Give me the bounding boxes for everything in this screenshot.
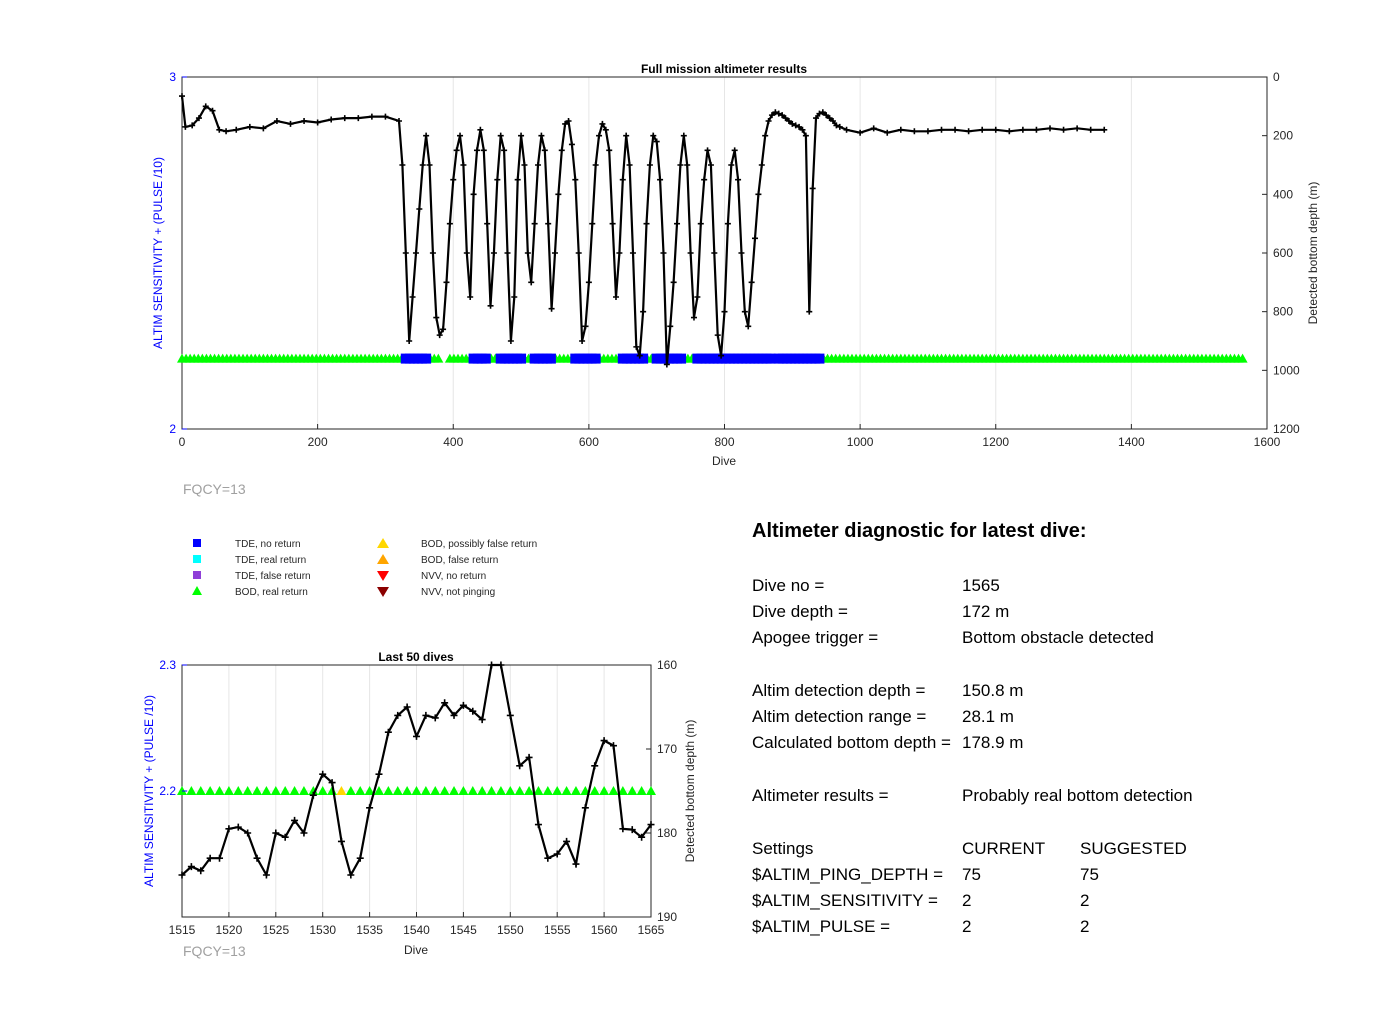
x-tick-label: 800 (714, 435, 735, 449)
depth-point (640, 309, 646, 315)
depth-point (544, 855, 551, 862)
right-tick-label: 170 (657, 742, 678, 756)
top-chart-symbols (177, 354, 1248, 364)
depth-point (993, 127, 999, 133)
altim-depth-value: 150.8 m (962, 681, 1024, 700)
depth-point (521, 162, 527, 168)
legend-tde-no-return: TDE, no return (235, 539, 301, 550)
left-tick-label: 2.3 (159, 658, 176, 672)
x-tick-label: 400 (443, 435, 464, 449)
calc-depth-label: Calculated bottom depth = (752, 733, 951, 752)
top-chart-depth-line (182, 96, 1104, 364)
depth-point (660, 250, 666, 256)
apogee-label: Apogee trigger = (752, 628, 879, 647)
depth-point (582, 804, 589, 811)
top-chart-right-ylabel: Detected bottom depth (m) (1306, 181, 1320, 325)
depth-point (589, 221, 595, 227)
pulse-label: $ALTIM_PULSE = (752, 917, 891, 936)
depth-point (272, 830, 279, 837)
right-tick-label: 800 (1273, 304, 1294, 319)
depth-point (1033, 127, 1039, 133)
depth-point (738, 250, 744, 256)
depth-point (477, 127, 483, 133)
depth-point (715, 332, 721, 338)
bottom-chart-left-ylabel: ALTIM SENSITIVITY + (PULSE /10) (142, 695, 156, 887)
depth-point (216, 127, 222, 133)
x-tick-label: 1200 (982, 435, 1010, 449)
dive-no-value: 1565 (962, 576, 1000, 595)
legend-nvv-not-pinging: NVV, not pinging (421, 587, 496, 598)
depth-point (382, 114, 388, 120)
legend-tde-false-return-marker (193, 571, 201, 579)
depth-point (579, 338, 585, 344)
depth-point (644, 221, 650, 227)
depth-point (542, 147, 548, 153)
depth-point (532, 221, 538, 227)
status-marker-tde-no-return (421, 354, 431, 364)
depth-point (474, 147, 480, 153)
depth-point (223, 128, 229, 134)
depth-point (616, 250, 622, 256)
depth-point (528, 279, 534, 285)
right-tick-label: 200 (1273, 128, 1294, 143)
depth-point (545, 221, 551, 227)
apogee-value: Bottom obstacle detected (962, 628, 1154, 647)
bottom-chart-right-ylabel: Detected bottom depth (m) (683, 719, 697, 863)
depth-point (711, 250, 717, 256)
status-marker-tde-no-return (481, 354, 491, 364)
depth-point (225, 825, 232, 832)
sensitivity-current: 2 (962, 891, 972, 910)
depth-point (1020, 127, 1026, 133)
top-chart-xlabel: Dive (711, 454, 737, 468)
depth-point (633, 344, 639, 350)
depth-point (759, 162, 765, 168)
x-tick-label: 1535 (356, 923, 383, 937)
depth-point (806, 309, 812, 315)
diag-row-settings-header (752, 836, 1372, 862)
right-tick-label: 0 (1273, 70, 1280, 84)
ping-depth-current: 75 (962, 865, 981, 884)
depth-point (1074, 125, 1080, 131)
right-tick-label: 1200 (1273, 422, 1300, 436)
depth-point (762, 133, 768, 139)
depth-point (749, 279, 755, 285)
depth-point (1101, 127, 1107, 133)
diag-row-pulse (752, 914, 1372, 940)
depth-point (694, 294, 700, 300)
legend-bod-false-marker (377, 554, 389, 564)
depth-point (420, 162, 426, 168)
x-tick-label: 1550 (496, 923, 524, 937)
status-marker-tde-no-return (591, 354, 601, 364)
pulse-current: 2 (962, 917, 972, 936)
depth-point (698, 221, 704, 227)
depth-point (623, 133, 629, 139)
depth-point (1088, 127, 1094, 133)
settings-label: Settings (752, 839, 814, 858)
depth-point (301, 118, 307, 124)
depth-point (572, 861, 579, 868)
depth-point (591, 762, 598, 769)
dive-depth-label: Dive depth = (752, 602, 848, 621)
x-tick-label: 600 (578, 435, 599, 449)
x-tick-label: 1515 (168, 923, 196, 937)
depth-point (507, 712, 514, 719)
depth-point (572, 177, 578, 183)
calc-depth-value: 178.9 m (962, 733, 1024, 752)
depth-point (423, 133, 429, 139)
diag-row-altim-range (752, 704, 1372, 730)
depth-point (630, 250, 636, 256)
legend-bod-real-return: BOD, real return (235, 587, 308, 598)
top-chart-left-ylabel: ALTIM SENSITIVITY + (PULSE /10) (151, 157, 165, 349)
depth-point (657, 177, 663, 183)
depth-point (582, 323, 588, 329)
right-tick-label: 600 (1273, 246, 1294, 260)
depth-point (722, 309, 728, 315)
diag-row-apogee (752, 625, 1372, 651)
depth-point (535, 162, 541, 168)
x-tick-label: 1555 (543, 923, 571, 937)
depth-point (705, 147, 711, 153)
depth-point (288, 121, 294, 127)
depth-point (315, 119, 321, 125)
depth-point (674, 221, 680, 227)
top-chart-right-ticks (1262, 70, 1300, 436)
depth-point (413, 250, 419, 256)
depth-point (457, 133, 463, 139)
diag-row-results (752, 783, 1372, 809)
depth-point (925, 128, 931, 134)
legend-bod-real-return-marker (192, 586, 202, 595)
depth-point (1047, 125, 1053, 131)
depth-point (619, 825, 626, 832)
depth-point (447, 221, 453, 227)
legend-tde-false-return: TDE, false return (235, 571, 311, 582)
right-tick-label: 180 (657, 826, 678, 840)
depth-point (552, 250, 558, 256)
legend-tde-no-return-marker (193, 539, 201, 547)
depth-point (742, 309, 748, 315)
depth-point (355, 115, 361, 121)
dive-depth-value: 172 m (962, 602, 1010, 621)
legend-nvv-not-pinging-marker (377, 587, 389, 597)
depth-point (247, 124, 253, 130)
legend (192, 538, 537, 598)
diagnostic-panel (752, 520, 1372, 940)
depth-point (430, 250, 436, 256)
current-header: CURRENT (962, 839, 1046, 858)
x-tick-label: 1545 (450, 923, 477, 937)
depth-point (515, 177, 521, 183)
depth-point (671, 279, 677, 285)
depth-point (593, 162, 599, 168)
depth-point (745, 323, 751, 329)
left-tick-label: 2 (169, 422, 176, 436)
legend-tde-real-return: TDE, real return (235, 555, 307, 566)
depth-point (688, 250, 694, 256)
legend-bod-possibly-false-marker (377, 538, 389, 548)
legend-nvv-no-return: NVV, no return (421, 571, 487, 582)
depth-point (494, 177, 500, 183)
status-marker-tde-no-return (814, 354, 824, 364)
depth-point (752, 235, 758, 241)
x-tick-label: 1400 (1118, 435, 1145, 449)
depth-point (505, 250, 511, 256)
status-marker-tde-no-return (546, 354, 556, 364)
depth-point (586, 279, 592, 285)
results-label: Altimeter results = (752, 786, 889, 805)
x-tick-label: 0 (178, 435, 186, 449)
diag-row-dive-depth (752, 599, 1372, 625)
depth-point (725, 221, 731, 227)
status-marker-tde-no-return (516, 354, 526, 364)
depth-point (735, 177, 741, 183)
x-tick-label: 1540 (403, 923, 430, 937)
dive-no-label: Dive no = (752, 576, 825, 595)
legend-bod-possibly-false: BOD, possibly false return (421, 539, 538, 550)
left-tick-label: 2.2 (159, 784, 176, 798)
depth-point (488, 303, 494, 309)
depth-point (952, 127, 958, 133)
depth-point (1006, 128, 1012, 134)
depth-point (433, 315, 439, 321)
depth-point (684, 162, 690, 168)
right-tick-label: 400 (1273, 187, 1294, 202)
depth-point (569, 141, 575, 147)
x-tick-label: 1560 (590, 923, 618, 937)
altim-range-label: Altim detection range = (752, 707, 927, 726)
depth-point (966, 128, 972, 134)
depth-point (460, 162, 466, 168)
depth-point (884, 130, 890, 136)
depth-point (755, 191, 761, 197)
bottom-chart-symbols (177, 786, 656, 795)
depth-point (182, 124, 188, 130)
status-marker-tde-no-return (676, 354, 686, 364)
top-chart-depth-markers (179, 93, 1107, 367)
right-tick-label: 160 (657, 658, 678, 672)
depth-point (488, 662, 495, 669)
top-chart-x-ticks (179, 424, 1281, 449)
x-tick-label: 200 (307, 435, 328, 449)
top-chart-title: Full mission altimeter results (640, 62, 808, 76)
bottom-chart-left-ticks (159, 658, 187, 798)
depth-point (498, 133, 504, 139)
depth-point (911, 128, 917, 134)
altim-depth-label: Altim detection depth = (752, 681, 926, 700)
depth-point (871, 125, 877, 131)
depth-point (627, 162, 633, 168)
depth-point (555, 191, 561, 197)
depth-point (422, 712, 429, 719)
depth-point (538, 133, 544, 139)
x-tick-label: 1530 (309, 923, 337, 937)
depth-point (416, 206, 422, 212)
diag-row-dive-no (752, 573, 1372, 599)
depth-point (606, 147, 612, 153)
ping-depth-label: $ALTIM_PING_DEPTH = (752, 865, 943, 884)
depth-point (511, 294, 517, 300)
depth-point (481, 147, 487, 153)
legend-tde-real-return-marker (193, 555, 201, 563)
depth-point (576, 250, 582, 256)
right-tick-label: 1000 (1273, 363, 1300, 378)
depth-point (484, 221, 490, 227)
depth-point (450, 177, 456, 183)
depth-point (691, 315, 697, 321)
depth-point (596, 133, 602, 139)
depth-point (471, 191, 477, 197)
suggested-header: SUGGESTED (1080, 839, 1187, 858)
depth-point (728, 162, 734, 168)
results-value: Probably real bottom detection (962, 786, 1193, 805)
depth-point (613, 294, 619, 300)
depth-point (610, 221, 616, 227)
depth-point (467, 294, 473, 300)
diag-row-calc-depth (752, 730, 1372, 756)
top-chart-fqcy: FQCY=13 (183, 481, 246, 497)
pulse-suggested: 2 (1080, 917, 1090, 936)
x-tick-label: 1520 (215, 923, 243, 937)
sensitivity-label: $ALTIM_SENSITIVITY = (752, 891, 938, 910)
legend-bod-false: BOD, false return (421, 555, 499, 566)
depth-point (454, 147, 460, 153)
bottom-chart-fqcy: FQCY=13 (183, 943, 246, 959)
depth-point (403, 250, 409, 256)
legend-nvv-no-return-marker (377, 571, 389, 581)
depth-point (559, 147, 565, 153)
depth-point (979, 127, 985, 133)
depth-point (399, 162, 405, 168)
depth-point (677, 162, 683, 168)
depth-point (342, 115, 348, 121)
depth-point (464, 250, 470, 256)
depth-point (939, 127, 945, 133)
depth-point (427, 162, 433, 168)
depth-point (369, 114, 375, 120)
x-tick-label: 1000 (846, 435, 874, 449)
depth-point (525, 250, 531, 256)
depth-point (810, 185, 816, 191)
depth-point (233, 127, 239, 133)
depth-point (701, 177, 707, 183)
depth-point (366, 804, 373, 811)
depth-point (491, 250, 497, 256)
depth-point (535, 821, 542, 828)
depth-point (667, 323, 673, 329)
diag-row-ping-depth (752, 862, 1372, 888)
depth-point (549, 306, 555, 312)
diag-row-sensitivity (752, 888, 1372, 914)
depth-point (857, 130, 863, 136)
bottom-chart-xlabel: Dive (403, 943, 429, 957)
depth-point (1061, 127, 1067, 133)
depth-point (396, 118, 402, 124)
depth-point (732, 147, 738, 153)
diagnostic-title: Altimeter diagnostic for latest dive: (752, 520, 1087, 542)
depth-point (647, 162, 653, 168)
sensitivity-suggested: 2 (1080, 891, 1090, 910)
bottom-chart-title: Last 50 dives (378, 650, 454, 664)
depth-point (681, 133, 687, 139)
depth-point (406, 338, 412, 344)
diag-row-altim-depth (752, 678, 1372, 704)
depth-point (898, 127, 904, 133)
depth-point (216, 855, 223, 862)
depth-point (518, 133, 524, 139)
right-tick-label: 190 (657, 910, 678, 924)
depth-point (375, 771, 382, 778)
depth-point (497, 662, 504, 669)
depth-point (443, 279, 449, 285)
x-tick-label: 1600 (1253, 435, 1281, 449)
depth-point (338, 838, 345, 845)
depth-point (410, 294, 416, 300)
depth-point (508, 338, 514, 344)
left-tick-label: 3 (169, 70, 176, 84)
depth-point (501, 147, 507, 153)
bottom-chart-x-ticks (169, 912, 665, 937)
depth-point (413, 733, 420, 740)
x-tick-label: 1525 (262, 923, 290, 937)
altim-range-value: 28.1 m (962, 707, 1014, 726)
depth-point (708, 162, 714, 168)
x-tick-label: 1565 (637, 923, 665, 937)
depth-point (620, 177, 626, 183)
depth-point (179, 93, 185, 99)
depth-point (328, 117, 334, 123)
ping-depth-suggested: 75 (1080, 865, 1099, 884)
